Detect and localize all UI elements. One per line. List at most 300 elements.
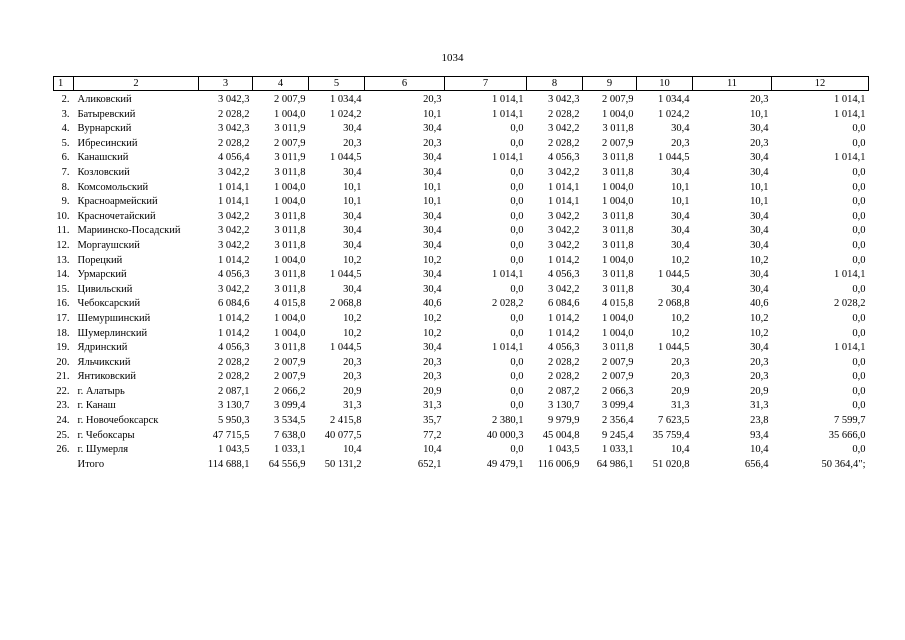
cell-col-5: 20,3 (343, 356, 362, 368)
table-row (54, 91, 869, 108)
cell-col-12: 7 599,7 (834, 415, 866, 427)
cell-col-4: 2 007,9 (274, 137, 306, 149)
cell-col-5: 30,4 (343, 210, 362, 222)
cell-col-11: 30,4 (750, 123, 769, 135)
cell-col-8: 45 004,8 (542, 429, 580, 441)
cell-col-8: 6 084,6 (548, 298, 580, 310)
cell-col-3: 4 056,4 (218, 152, 250, 164)
cell-col-8: 1 014,1 (548, 181, 580, 193)
table-row (54, 399, 869, 414)
district-name: Канашский (77, 152, 129, 164)
cell-col-3: 2 028,2 (218, 108, 250, 120)
cell-col-3: 114 688,1 (207, 458, 250, 470)
cell-col-8: 2 028,2 (548, 137, 580, 149)
row-number: 18. (56, 327, 70, 339)
cell-col-3: 1 014,2 (218, 327, 250, 339)
cell-col-11: 10,2 (750, 312, 769, 324)
row-number: 6. (61, 152, 70, 164)
district-name: Аликовский (77, 94, 132, 105)
cell-col-9: 3 011,8 (602, 225, 634, 237)
district-name: Батыревский (77, 108, 136, 120)
cell-col-4: 3 534,5 (274, 415, 306, 427)
row-number: 17. (56, 312, 70, 324)
cell-col-3: 2 087,1 (218, 385, 250, 397)
cell-col-12: 0,0 (852, 327, 866, 339)
cell-col-6: 10,2 (423, 254, 442, 266)
cell-col-3: 3 042,2 (218, 225, 250, 237)
district-name: Козловский (77, 166, 130, 178)
cell-col-11: 20,9 (750, 385, 769, 397)
cell-col-10: 30,4 (671, 210, 690, 222)
cell-col-11: 31,3 (750, 400, 769, 412)
cell-col-10: 30,4 (671, 123, 690, 135)
cell-col-12: 0,0 (852, 385, 866, 397)
cell-col-5: 10,2 (343, 327, 362, 339)
cell-col-5: 30,4 (343, 123, 362, 135)
row-number: 14. (56, 269, 70, 281)
row-number (54, 458, 74, 473)
cell-col-12: 1 014,1 (834, 342, 866, 354)
cell-col-11: 30,4 (750, 283, 769, 295)
cell-col-3: 2 028,2 (218, 356, 250, 368)
district-name: Вурнарский (77, 123, 132, 135)
header-row (54, 77, 869, 91)
row-number: 3. (61, 108, 70, 120)
row-number: 7. (61, 166, 70, 178)
cell-col-7: 40 000,3 (486, 429, 524, 441)
cell-col-8: 3 042,2 (548, 283, 580, 295)
cell-col-5: 40 077,5 (324, 429, 362, 441)
cell-col-6: 35,7 (423, 415, 442, 427)
district-name: г. Канаш (77, 400, 116, 412)
cell-col-7: 0,0 (510, 239, 524, 251)
cell-col-6: 10,2 (423, 327, 442, 339)
cell-col-9: 3 011,8 (602, 269, 634, 281)
cell-col-5: 1 034,4 (330, 94, 362, 105)
row-number: 22. (56, 385, 70, 397)
cell-col-3: 2 028,2 (218, 137, 250, 149)
district-name: Урмарский (77, 269, 127, 281)
cell-col-9: 1 033,1 (602, 444, 634, 456)
cell-col-8: 4 056,3 (548, 342, 580, 354)
cell-col-10: 10,2 (671, 254, 690, 266)
table-row (54, 429, 869, 444)
table-row (54, 341, 869, 356)
table-row (54, 195, 869, 210)
cell-col-11: 10,2 (750, 327, 769, 339)
cell-col-12: 0,0 (852, 225, 866, 237)
cell-col-9: 9 245,4 (602, 429, 634, 441)
cell-col-10: 2 068,8 (658, 298, 690, 310)
cell-col-6: 40,6 (423, 298, 442, 310)
cell-col-12: 0,0 (852, 371, 866, 383)
column-header-11: 11 (693, 77, 772, 91)
cell-col-9: 3 011,8 (602, 342, 634, 354)
cell-col-4: 3 011,8 (274, 210, 306, 222)
cell-col-8: 3 042,2 (548, 225, 580, 237)
cell-col-12: 0,0 (852, 196, 866, 208)
cell-col-7: 0,0 (510, 400, 524, 412)
cell-col-11: 10,4 (750, 444, 769, 456)
cell-col-6: 20,3 (423, 94, 442, 105)
cell-col-5: 30,4 (343, 239, 362, 251)
cell-col-3: 6 084,6 (218, 298, 250, 310)
cell-col-6: 10,2 (423, 312, 442, 324)
cell-col-9: 3 011,8 (602, 166, 634, 178)
column-header-10: 10 (637, 77, 693, 91)
cell-col-11: 30,4 (750, 225, 769, 237)
cell-col-4: 3 011,8 (274, 269, 306, 281)
cell-col-10: 1 044,5 (658, 269, 690, 281)
row-number: 12. (56, 239, 70, 251)
table-row (54, 297, 869, 312)
district-name: Чебоксарский (77, 298, 141, 310)
column-header-8: 8 (527, 77, 583, 91)
table-row (54, 108, 869, 123)
cell-col-11: 30,4 (750, 342, 769, 354)
table-row (54, 210, 869, 225)
cell-col-11: 20,3 (750, 94, 769, 105)
cell-col-7: 2 028,2 (492, 298, 524, 310)
cell-col-5: 1 044,5 (330, 152, 362, 164)
district-name: Ибресинский (77, 137, 138, 149)
cell-col-11: 93,4 (750, 429, 769, 441)
cell-col-12: 0,0 (852, 166, 866, 178)
cell-col-12: 35 666,0 (828, 429, 866, 441)
cell-col-3: 3 042,2 (218, 166, 250, 178)
cell-col-10: 20,3 (671, 356, 690, 368)
row-number: 2. (61, 94, 70, 105)
cell-col-5: 1 024,2 (330, 108, 362, 120)
cell-col-10: 1 034,4 (658, 94, 690, 105)
district-name: Комсомольский (77, 181, 149, 193)
cell-col-10: 20,3 (671, 371, 690, 383)
cell-col-3: 1 014,1 (218, 196, 250, 208)
cell-col-4: 2 007,9 (274, 94, 306, 105)
cell-col-7: 0,0 (510, 181, 524, 193)
cell-col-7: 0,0 (510, 196, 524, 208)
cell-col-7: 0,0 (510, 327, 524, 339)
page-number: 1034 (441, 52, 464, 64)
row-number: 5. (61, 137, 70, 149)
cell-col-4: 7 638,0 (274, 429, 306, 441)
cell-col-10: 20,3 (671, 137, 690, 149)
cell-col-12: 1 014,1 (834, 152, 866, 164)
cell-col-3: 3 042,2 (218, 239, 250, 251)
cell-col-6: 10,4 (423, 444, 442, 456)
cell-col-3: 1 014,1 (218, 181, 250, 193)
cell-col-11: 30,4 (750, 166, 769, 178)
cell-col-4: 1 033,1 (274, 444, 306, 456)
table-row (54, 166, 869, 181)
cell-col-7: 2 380,1 (492, 415, 524, 427)
cell-col-6: 30,4 (423, 342, 442, 354)
cell-col-11: 10,1 (750, 181, 769, 193)
cell-col-4: 2 007,9 (274, 356, 306, 368)
cell-col-6: 10,1 (423, 196, 442, 208)
column-header-5: 5 (309, 77, 365, 91)
cell-col-10: 10,4 (671, 444, 690, 456)
cell-col-8: 1 014,2 (548, 312, 580, 324)
cell-col-5: 10,2 (343, 254, 362, 266)
cell-col-12: 0,0 (852, 356, 866, 368)
cell-col-12: 50 364,4"; (821, 458, 866, 470)
cell-col-9: 2 356,4 (602, 415, 634, 427)
cell-col-12: 1 014,1 (834, 269, 866, 281)
cell-col-6: 20,3 (423, 356, 442, 368)
cell-col-9: 3 011,8 (602, 239, 634, 251)
cell-col-12: 0,0 (852, 254, 866, 266)
cell-col-7: 0,0 (510, 283, 524, 295)
cell-col-5: 10,1 (343, 181, 362, 193)
table-row (54, 268, 869, 283)
row-number: 16. (56, 298, 70, 310)
district-name: г. Шумерля (77, 444, 129, 456)
cell-col-4: 1 004,0 (274, 312, 306, 324)
cell-col-4: 3 011,9 (274, 152, 306, 164)
cell-col-11: 40,6 (750, 298, 769, 310)
district-name: Моргаушский (77, 239, 140, 251)
cell-col-7: 0,0 (510, 225, 524, 237)
cell-col-5: 10,4 (343, 444, 362, 456)
cell-col-4: 2 007,9 (274, 371, 306, 383)
cell-col-8: 3 130,7 (548, 400, 580, 412)
cell-col-7: 0,0 (510, 356, 524, 368)
cell-col-9: 1 004,0 (602, 254, 634, 266)
table-row (54, 151, 869, 166)
cell-col-6: 30,4 (423, 239, 442, 251)
cell-col-4: 3 011,8 (274, 239, 306, 251)
district-name: Шемуршинский (77, 312, 151, 324)
total-row (54, 458, 869, 473)
cell-col-5: 30,4 (343, 283, 362, 295)
cell-col-7: 1 014,1 (492, 269, 524, 281)
cell-col-8: 3 042,2 (548, 239, 580, 251)
row-number: 8. (61, 181, 70, 193)
row-number: 24. (56, 415, 70, 427)
cell-col-9: 2 007,9 (602, 356, 634, 368)
cell-col-11: 30,4 (750, 152, 769, 164)
cell-col-10: 30,4 (671, 283, 690, 295)
district-name: Порецкий (77, 254, 123, 266)
column-header-2: 2 (74, 77, 199, 91)
cell-col-11: 20,3 (750, 371, 769, 383)
district-name: Янтиковский (77, 371, 137, 383)
cell-col-11: 10,1 (750, 196, 769, 208)
cell-col-7: 0,0 (510, 385, 524, 397)
cell-col-8: 2 087,2 (548, 385, 580, 397)
cell-col-3: 1 014,2 (218, 312, 250, 324)
district-name: Шумерлинский (77, 327, 148, 339)
table-row (54, 327, 869, 342)
cell-col-6: 10,1 (423, 181, 442, 193)
row-number: 20. (56, 356, 70, 368)
cell-col-9: 1 004,0 (602, 108, 634, 120)
cell-col-5: 10,2 (343, 312, 362, 324)
cell-col-9: 3 099,4 (602, 400, 634, 412)
cell-col-10: 1 044,5 (658, 152, 690, 164)
cell-col-9: 2 007,9 (602, 371, 634, 383)
cell-col-3: 2 028,2 (218, 371, 250, 383)
cell-col-9: 3 011,8 (602, 123, 634, 135)
cell-col-3: 3 042,3 (218, 123, 250, 135)
district-name: Яльчикский (77, 356, 131, 368)
cell-col-9: 4 015,8 (602, 298, 634, 310)
cell-col-5: 30,4 (343, 166, 362, 178)
cell-col-9: 2 066,3 (602, 385, 634, 397)
cell-col-10: 10,1 (671, 181, 690, 193)
row-number: 26. (56, 444, 70, 456)
cell-col-4: 3 011,9 (274, 123, 306, 135)
table-header (54, 77, 869, 91)
cell-col-10: 10,2 (671, 327, 690, 339)
cell-col-7: 1 014,1 (492, 152, 524, 164)
cell-col-8: 3 042,2 (548, 123, 580, 135)
cell-col-7: 0,0 (510, 137, 524, 149)
cell-col-7: 0,0 (510, 371, 524, 383)
cell-col-8: 1 014,1 (548, 196, 580, 208)
cell-col-4: 3 011,8 (274, 225, 306, 237)
cell-col-12: 0,0 (852, 123, 866, 135)
cell-col-4: 1 004,0 (274, 108, 306, 120)
cell-col-8: 4 056,3 (548, 152, 580, 164)
cell-col-6: 77,2 (423, 429, 442, 441)
cell-col-3: 47 715,5 (212, 429, 250, 441)
cell-col-3: 3 042,3 (218, 94, 250, 105)
cell-col-6: 30,4 (423, 166, 442, 178)
cell-col-6: 31,3 (423, 400, 442, 412)
table-row (54, 254, 869, 269)
cell-col-4: 3 011,8 (274, 283, 306, 295)
cell-col-11: 23,8 (750, 415, 769, 427)
table-row (54, 414, 869, 429)
cell-col-9: 3 011,8 (602, 152, 634, 164)
row-number: 11. (56, 225, 70, 237)
cell-col-9: 3 011,8 (602, 210, 634, 222)
cell-col-9: 1 004,0 (602, 181, 634, 193)
cell-col-8: 2 028,2 (548, 108, 580, 120)
cell-col-5: 20,3 (343, 137, 362, 149)
cell-col-12: 0,0 (852, 210, 866, 222)
cell-col-8: 1 043,5 (548, 444, 580, 456)
cell-col-3: 4 056,3 (218, 342, 250, 354)
cell-col-10: 30,4 (671, 166, 690, 178)
cell-col-12: 0,0 (852, 312, 866, 324)
cell-col-5: 20,9 (343, 385, 362, 397)
cell-col-4: 3 011,8 (274, 166, 306, 178)
cell-col-12: 0,0 (852, 444, 866, 456)
cell-col-8: 116 006,9 (537, 458, 580, 470)
column-header-1: 1 (54, 77, 74, 91)
district-name: Цивильский (77, 283, 133, 295)
cell-col-3: 4 056,3 (218, 269, 250, 281)
cell-col-6: 30,4 (423, 269, 442, 281)
cell-col-11: 10,2 (750, 254, 769, 266)
column-header-3: 3 (199, 77, 253, 91)
cell-col-9: 1 004,0 (602, 327, 634, 339)
cell-col-5: 1 044,5 (330, 269, 362, 281)
cell-col-4: 1 004,0 (274, 181, 306, 193)
table-row (54, 224, 869, 239)
table-row (54, 122, 869, 137)
cell-col-4: 1 004,0 (274, 254, 306, 266)
district-name: г. Алатырь (77, 385, 125, 397)
cell-col-11: 656,4 (744, 458, 769, 470)
cell-col-8: 2 028,2 (548, 356, 580, 368)
row-number: 13. (56, 254, 70, 266)
row-number: 21. (56, 371, 70, 383)
cell-col-4: 4 015,8 (274, 298, 306, 310)
cell-col-12: 1 014,1 (834, 94, 866, 105)
cell-col-12: 0,0 (852, 283, 866, 295)
cell-col-10: 31,3 (671, 400, 690, 412)
cell-col-10: 1 044,5 (658, 342, 690, 354)
cell-col-3: 3 042,2 (218, 210, 250, 222)
row-number: 9. (61, 196, 70, 208)
district-name: Итого (77, 458, 105, 470)
cell-col-11: 10,1 (750, 108, 769, 120)
cell-col-6: 30,4 (423, 210, 442, 222)
cell-col-3: 3 042,2 (218, 283, 250, 295)
cell-col-6: 30,4 (423, 225, 442, 237)
table-row (54, 443, 869, 458)
cell-col-5: 30,4 (343, 225, 362, 237)
cell-col-8: 3 042,2 (548, 210, 580, 222)
cell-col-5: 31,3 (343, 400, 362, 412)
cell-col-11: 30,4 (750, 210, 769, 222)
cell-col-7: 0,0 (510, 210, 524, 222)
cell-col-10: 10,2 (671, 312, 690, 324)
cell-col-8: 3 042,2 (548, 166, 580, 178)
cell-col-6: 30,4 (423, 283, 442, 295)
district-name: Мариинско-Посадский (77, 225, 181, 237)
table-row (54, 356, 869, 371)
district-name: г. Новочебоксарск (77, 415, 159, 427)
cell-col-5: 50 131,2 (324, 458, 362, 470)
cell-col-7: 1 014,1 (492, 94, 524, 105)
cell-col-12: 0,0 (852, 137, 866, 149)
cell-col-8: 4 056,3 (548, 269, 580, 281)
cell-col-6: 20,3 (423, 371, 442, 383)
cell-col-9: 1 004,0 (602, 196, 634, 208)
table-row (54, 239, 869, 254)
row-number: 25. (56, 429, 70, 441)
cell-col-3: 1 014,2 (218, 254, 250, 266)
cell-col-4: 64 556,9 (268, 458, 306, 470)
cell-col-12: 0,0 (852, 400, 866, 412)
cell-col-7: 0,0 (510, 123, 524, 135)
cell-col-9: 1 004,0 (602, 312, 634, 324)
cell-col-5: 10,1 (343, 196, 362, 208)
cell-col-10: 10,1 (671, 196, 690, 208)
cell-col-4: 1 004,0 (274, 196, 306, 208)
cell-col-6: 20,9 (423, 385, 442, 397)
column-header-12: 12 (772, 77, 869, 91)
column-header-7: 7 (445, 77, 527, 91)
cell-col-9: 64 986,1 (596, 458, 634, 470)
cell-col-5: 2 415,8 (330, 415, 362, 427)
cell-col-7: 0,0 (510, 166, 524, 178)
cell-col-10: 30,4 (671, 239, 690, 251)
cell-col-5: 1 044,5 (330, 342, 362, 354)
table-row (54, 181, 869, 196)
cell-col-11: 30,4 (750, 239, 769, 251)
cell-col-3: 5 950,3 (218, 415, 250, 427)
table-row (54, 137, 869, 152)
column-header-6: 6 (365, 77, 445, 91)
cell-col-3: 1 043,5 (218, 444, 250, 456)
cell-col-5: 20,3 (343, 371, 362, 383)
